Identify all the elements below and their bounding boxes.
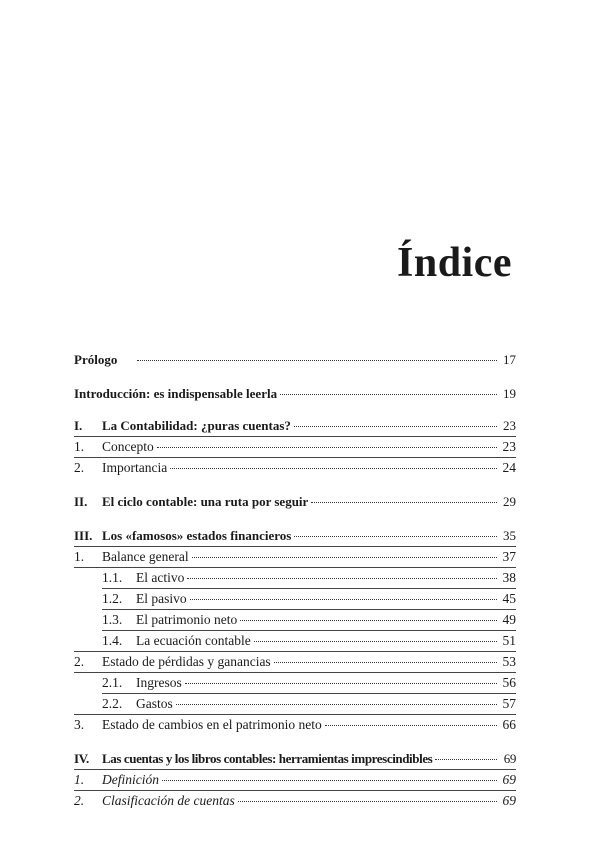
dot-leader bbox=[137, 359, 497, 361]
toc-section-4[interactable] bbox=[74, 749, 516, 769]
toc-number: 2. bbox=[74, 793, 85, 808]
toc-page-number: 69 bbox=[502, 772, 516, 787]
toc-entry[interactable] bbox=[74, 437, 516, 457]
dot-leader bbox=[238, 800, 497, 802]
toc-page-number: 23 bbox=[503, 418, 516, 433]
toc-entry[interactable] bbox=[74, 458, 516, 478]
table-of-contents bbox=[74, 340, 516, 811]
toc-page-number: 29 bbox=[503, 494, 516, 509]
toc-label: Prólogo bbox=[74, 352, 118, 367]
dot-leader bbox=[190, 598, 497, 600]
toc-label: Estado de pérdidas y ganancias bbox=[102, 654, 271, 669]
toc-entry[interactable] bbox=[74, 694, 516, 714]
dot-leader bbox=[240, 619, 497, 621]
toc-number: IV. bbox=[74, 751, 89, 766]
toc-number: 2. bbox=[74, 654, 85, 669]
toc-entry-prologo[interactable] bbox=[74, 350, 516, 370]
toc-page-number: 45 bbox=[502, 591, 516, 606]
toc-number: 1.4. bbox=[102, 633, 123, 648]
toc-label: La ecuación contable bbox=[136, 633, 251, 648]
toc-page-number: 19 bbox=[503, 386, 516, 401]
toc-label: Introducción: es indispensable leerla bbox=[74, 386, 278, 401]
toc-page-number: 23 bbox=[502, 439, 516, 454]
dot-leader bbox=[274, 661, 497, 663]
toc-number: 1.1. bbox=[102, 570, 123, 585]
toc-entry[interactable] bbox=[74, 791, 516, 811]
toc-label: Gastos bbox=[136, 696, 173, 711]
toc-page-number: 56 bbox=[502, 675, 516, 690]
toc-section-3[interactable] bbox=[74, 526, 516, 546]
toc-label: La Contabilidad: ¿puras cuentas? bbox=[102, 418, 291, 433]
toc-entry[interactable] bbox=[74, 568, 516, 588]
toc-number: 1.2. bbox=[102, 591, 123, 606]
toc-page-number: 37 bbox=[502, 549, 516, 564]
toc-page-number: 69 bbox=[502, 793, 516, 808]
toc-label: Definición bbox=[102, 772, 159, 787]
toc-page-number: 38 bbox=[502, 570, 516, 585]
toc-page-number: 69 bbox=[503, 751, 516, 766]
toc-label: Los «famosos» estados financieros bbox=[102, 528, 292, 543]
dot-leader bbox=[170, 467, 497, 469]
dot-leader bbox=[185, 682, 497, 684]
toc-label: El activo bbox=[136, 570, 185, 585]
toc-label: Balance general bbox=[102, 549, 189, 564]
toc-number: 1. bbox=[74, 772, 85, 787]
toc-label: El patrimonio neto bbox=[136, 612, 238, 627]
dot-leader bbox=[187, 577, 497, 579]
toc-label: Concepto bbox=[102, 439, 154, 454]
toc-number: I. bbox=[74, 418, 83, 433]
toc-page-number: 24 bbox=[502, 460, 516, 475]
toc-entry[interactable] bbox=[74, 589, 516, 609]
toc-number: II. bbox=[74, 494, 88, 509]
dot-leader bbox=[294, 425, 497, 427]
toc-entry[interactable] bbox=[74, 631, 516, 651]
toc-page-number: 66 bbox=[502, 717, 516, 732]
toc-entry[interactable] bbox=[74, 547, 516, 567]
toc-label: Clasificación de cuentas bbox=[102, 793, 235, 808]
toc-label: El ciclo contable: una ruta por seguir bbox=[102, 494, 309, 509]
dot-leader bbox=[435, 758, 497, 760]
toc-page-number: 49 bbox=[502, 612, 516, 627]
dot-leader bbox=[192, 556, 497, 558]
page-title: Índice bbox=[396, 240, 512, 286]
toc-page-number: 57 bbox=[502, 696, 516, 711]
toc-section-2[interactable] bbox=[74, 492, 516, 512]
toc-page-number: 51 bbox=[502, 633, 516, 648]
toc-label: Las cuentas y los libros contables: herramientas imprescindibles bbox=[102, 751, 433, 766]
toc-number: III. bbox=[74, 528, 93, 543]
toc-number: 3. bbox=[74, 717, 85, 732]
toc-number: 1.3. bbox=[102, 612, 123, 627]
toc-section-1[interactable] bbox=[74, 416, 516, 436]
toc-label: Estado de cambios en el patrimonio neto bbox=[102, 717, 322, 732]
toc-entry[interactable] bbox=[74, 652, 516, 672]
dot-leader bbox=[325, 724, 497, 726]
dot-leader bbox=[280, 393, 497, 395]
toc-page-number: 53 bbox=[502, 654, 516, 669]
dot-leader bbox=[157, 446, 497, 448]
toc-entry[interactable] bbox=[74, 770, 516, 790]
toc-number: 1. bbox=[74, 549, 85, 564]
toc-entry[interactable] bbox=[74, 715, 516, 735]
dot-leader bbox=[176, 703, 497, 705]
dot-leader bbox=[294, 535, 497, 537]
toc-entry[interactable] bbox=[74, 610, 516, 630]
toc-number: 2.2. bbox=[102, 696, 123, 711]
toc-number: 2.1. bbox=[102, 675, 123, 690]
toc-label: El pasivo bbox=[136, 591, 187, 606]
toc-number: 2. bbox=[74, 460, 85, 475]
toc-entry[interactable] bbox=[74, 673, 516, 693]
toc-label: Importancia bbox=[102, 460, 168, 475]
dot-leader bbox=[162, 779, 497, 781]
toc-label: Ingresos bbox=[136, 675, 182, 690]
toc-page-number: 17 bbox=[503, 352, 516, 367]
toc-number: 1. bbox=[74, 439, 85, 454]
dot-leader bbox=[254, 640, 497, 642]
toc-entry-introduccion[interactable] bbox=[74, 384, 516, 404]
toc-page-number: 35 bbox=[503, 528, 516, 543]
dot-leader bbox=[311, 501, 497, 503]
